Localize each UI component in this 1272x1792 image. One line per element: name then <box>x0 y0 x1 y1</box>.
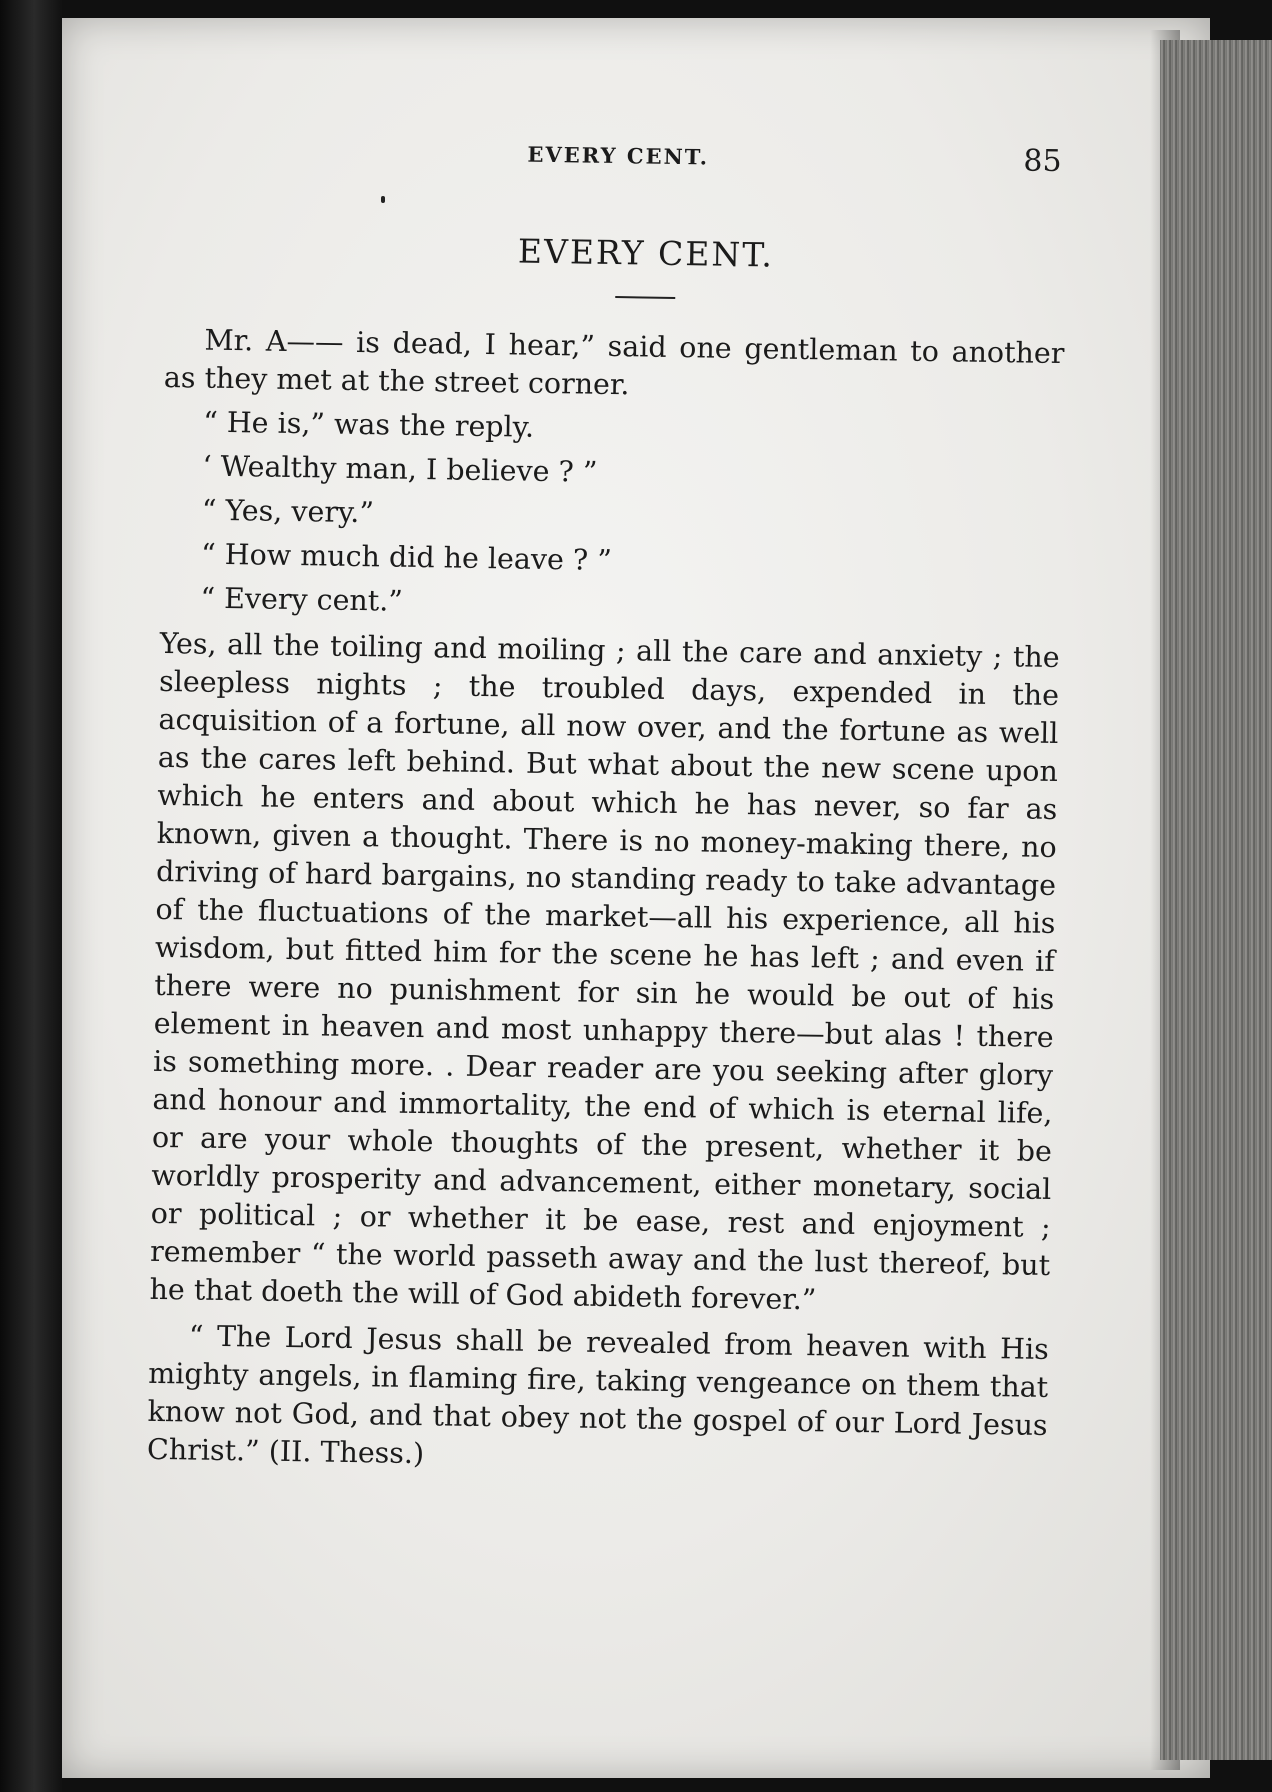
page-stack-edge <box>1160 40 1272 1760</box>
dialogue-line: ‘ Wealthy man, I believe ? ” <box>202 449 598 489</box>
dialogue-line: “ Yes, very.” <box>201 493 375 530</box>
page-text <box>147 118 1068 1483</box>
running-title: EVERY CENT. <box>527 141 710 170</box>
facing-page-edge <box>0 0 62 1792</box>
paragraph-body: Yes, all the toiling and moiling ; all the care and anxiety ; the sleepless nights ; the troubled days, expended in the acquisition of a fortune, all now over, and the fortune as well as the cares left behind. But what about the new scene upon which he enters and about which he has never, so far as known, given a thought. There is no money-making there, no driving of hard bargains, no standing ready to take advantage of the fluctuations of the market—all his experience, all his wisdom, but fitted him for the scene he has left ; and even if there were no punishment for sin he would be out of his element in heaven and most unhappy there—but alas ! there is something more. . Dear reader are you seeking after glory and honour and immortality, the end of which is eternal life, or are your whole thoughts of the present, whether it be worldly prosperity and advancement, either monetary, social or political ; or whether it be ease, rest and enjoyment ; remember “ the world passeth away and the lust thereof, but he that doeth the will of God abideth forever.” <box>149 626 1060 1317</box>
dialogue-line: “ How much did he leave ? ” <box>200 537 613 578</box>
title-rule <box>615 296 675 299</box>
paragraph-opening: Mr. A—— is dead, I hear,” said one gentleman to another as they met at the street corner. <box>163 323 1065 402</box>
dialogue-line: “ Every cent.” <box>200 581 404 618</box>
dialogue-line: “ He is,” was the reply. <box>202 405 535 444</box>
page-number: 85 <box>1023 143 1062 180</box>
paragraph-scripture: “ The Lord Jesus shall be revealed from heaven with His mighty angels, in flaming fire, taking vengeance on them that know not God, and that obey not the gospel of our Lord Jesus Christ.” (II. Thess.) <box>146 1319 1050 1471</box>
chapter-title: EVERY CENT. <box>517 231 775 275</box>
